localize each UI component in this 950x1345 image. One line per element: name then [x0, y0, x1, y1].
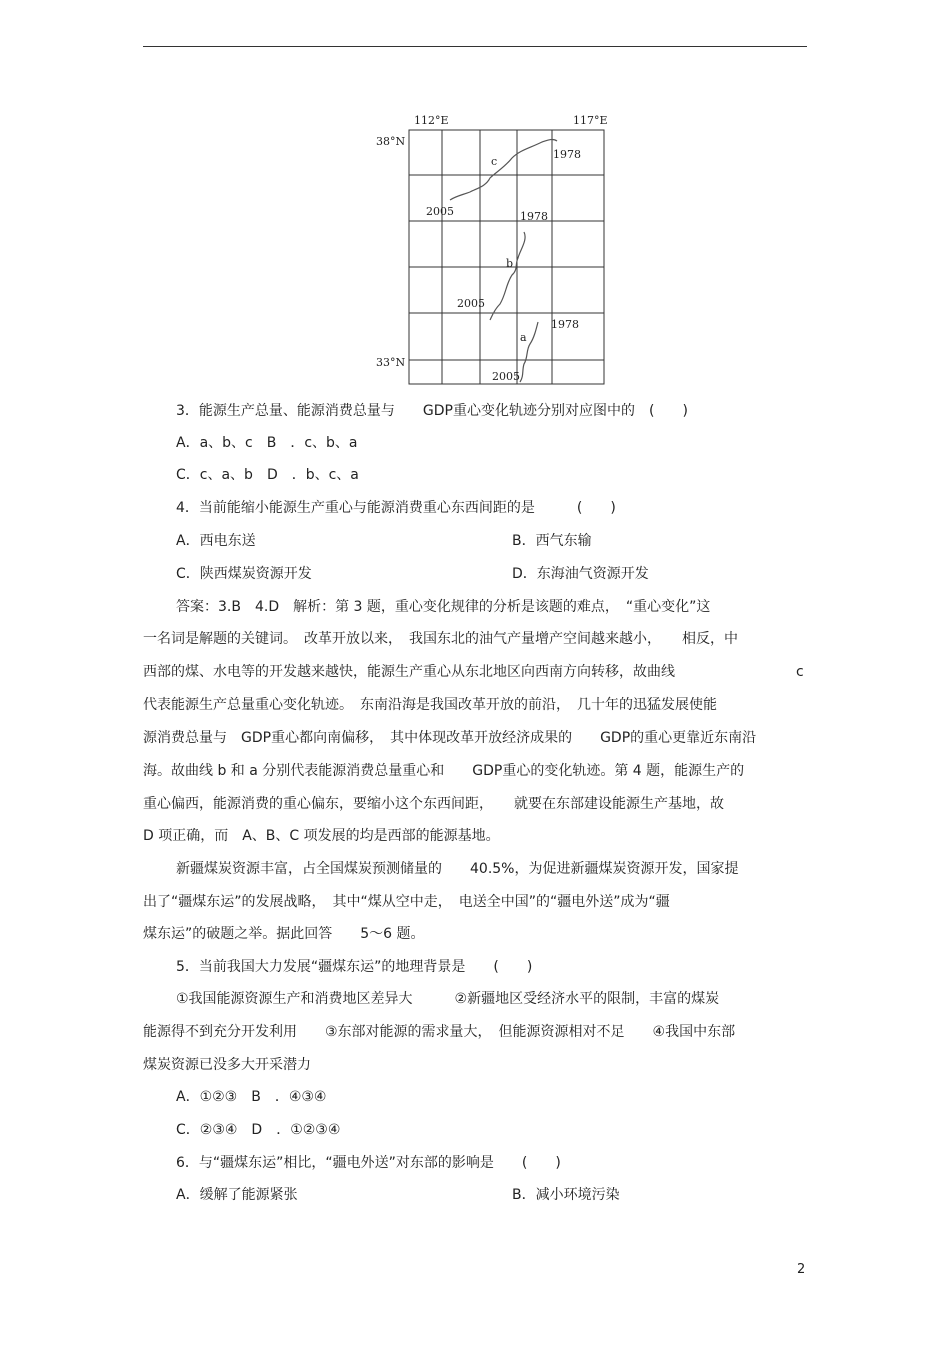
answer-line: 重心偏西，能源消费的重心偏东，要缩小这个东西间距， 就要在东部建设能源生产基地，故 [143, 796, 724, 812]
q4-stem: 4．当前能缩小能源生产重心与能源消费重心东西间距的是 ( ) [176, 500, 616, 516]
curve-b-start: 1978 [520, 210, 548, 223]
answer-line: 答案：3.B 4.D 解析：第 3 题，重心变化规律的分析是该题的难点， “重心变化”这 [176, 599, 711, 615]
answer-line: 源消费总量与 GDP重心都向南偏移， 其中体现改革开放经济成果的 GDP的重心更靠近东南沿 [143, 730, 757, 746]
q5-body-line: ①我国能源资源生产和消费地区差异大 ②新疆地区受经济水平的限制，丰富的煤炭 [176, 991, 720, 1007]
lon-right-label: 117°E [573, 114, 608, 127]
answer-line: D 项正确，而 A、B、C 项发展的均是西部的能源基地。 [143, 828, 500, 844]
q3-stem: 3．能源生产总量、能源消费总量与 GDP重心变化轨迹分别对应图中的 ( ) [176, 403, 688, 419]
q5-body-line: 煤炭资源已没多大开采潜力 [143, 1057, 311, 1073]
page-number: 2 [797, 1262, 806, 1277]
curve-a-label: a [520, 331, 527, 344]
answer-line: 一名词是解题的关键词。 改革开放以来， 我国东北的油气产量增产空间越来越小， 相反，中 [143, 631, 738, 647]
lon-left-label: 112°E [414, 114, 449, 127]
q6-option-a: A．缓解了能源紧张 [176, 1187, 298, 1203]
q6-option-b: B．减小环境污染 [512, 1187, 620, 1203]
curve-c-end: 2005 [426, 205, 454, 218]
answer-line: 西部的煤、水电等的开发越来越快，能源生产重心从东北地区向西南方向转移，故曲线 [143, 664, 675, 680]
map-svg [370, 112, 620, 390]
q4-option-c: C．陕西煤炭资源开发 [176, 566, 312, 582]
q5-body-line: 能源得不到充分开发利用 ③东部对能源的需求量大， 但能源资源相对不足 ④我国中东部 [143, 1024, 736, 1040]
q5-options-row1: A．①②③ B ．④③④ [176, 1089, 327, 1105]
passage-line: 煤东运”的破题之举。据此回答 5～6 题。 [143, 926, 425, 942]
q4-option-d: D．东海油气资源开发 [512, 566, 649, 582]
curve-b-label: b [506, 257, 514, 270]
curve-b-end: 2005 [457, 297, 485, 310]
curve-c-start: 1978 [553, 148, 581, 161]
curve-c-label: c [491, 155, 498, 168]
lat-top-label: 38°N [376, 135, 406, 148]
passage-line: 出了“疆煤东运”的发展战略， 其中“煤从空中走， 电送全中国”的“疆电外送”成为“疆 [143, 894, 670, 910]
curve-c [450, 139, 557, 200]
q4-option-a: A．西电东送 [176, 533, 256, 549]
q4-option-b: B．西气东输 [512, 533, 592, 549]
curve-a-end: 2005 [492, 370, 520, 383]
answer-line: 代表能源生产总量重心变化轨迹。 东南沿海是我国改革开放的前沿， 几十年的迅猛发展使能 [143, 697, 717, 713]
q3-options-row1: A．a、b、c B ．c、b、a [176, 435, 358, 451]
q3-options-row2: C．c、a、b D ．b、c、a [176, 467, 359, 483]
lat-bottom-label: 33°N [376, 356, 406, 369]
passage-line: 新疆煤炭资源丰富，占全国煤炭预测储量的 40.5%，为促进新疆煤炭资源开发，国家提 [176, 861, 739, 877]
header-rule [143, 46, 807, 47]
curve-a-start: 1978 [551, 318, 579, 331]
q6-stem: 6．与“疆煤东运”相比，“疆电外送”对东部的影响是 ( ) [176, 1155, 561, 1171]
answer-line-curve-letter: c [796, 664, 804, 680]
answer-line: 海。故曲线 b 和 a 分别代表能源消费总量重心和 GDP重心的变化轨迹。第 4 题，能源生产的 [143, 763, 745, 779]
curve-b [490, 232, 525, 320]
q5-options-row2: C．②③④ D ．①②③④ [176, 1122, 341, 1138]
gravity-center-map [370, 112, 620, 390]
q5-stem: 5．当前我国大力发展“疆煤东运”的地理背景是 ( ) [176, 959, 533, 975]
